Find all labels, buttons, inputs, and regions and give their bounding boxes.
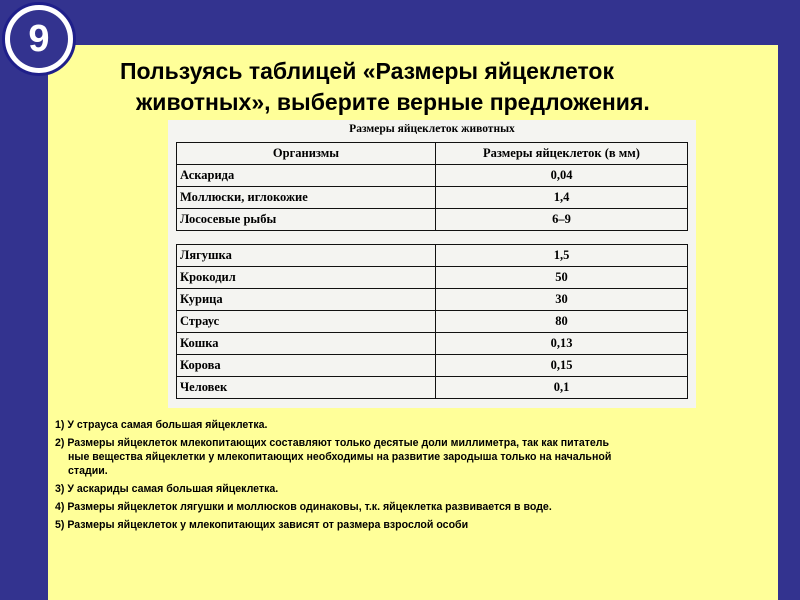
statement-line: 3) У аскариды самая большая яйцеклетка. [55, 483, 279, 495]
statement-line: 4) Размеры яйцеклеток лягушки и моллюсков одинаковы, т.к. яйцеклетка развивается в воде. [55, 501, 552, 513]
statement-line: стадии. [68, 465, 108, 477]
table-row [177, 311, 688, 333]
number-badge [2, 2, 76, 76]
statement-item [55, 418, 775, 432]
table-row [177, 187, 688, 209]
page-title [120, 56, 760, 118]
organism-cell: Человек [177, 377, 436, 399]
statement-item [55, 482, 775, 496]
egg-size-cell: 50 [436, 267, 688, 289]
table-row [177, 267, 688, 289]
egg-size-cell: 6–9 [436, 209, 688, 231]
column-header-organisms: Организмы [177, 143, 436, 165]
egg-size-cell: 1,4 [436, 187, 688, 209]
table-row [177, 165, 688, 187]
egg-size-cell: 0,15 [436, 355, 688, 377]
egg-size-cell: 80 [436, 311, 688, 333]
badge-number: 9 [10, 10, 68, 68]
egg-size-cell: 30 [436, 289, 688, 311]
egg-size-cell: 0,1 [436, 377, 688, 399]
table-caption: Размеры яйцеклеток животных [349, 123, 515, 135]
table-header-row [177, 143, 688, 165]
statements-list [55, 418, 775, 536]
statement-item [55, 500, 775, 514]
table-row [177, 377, 688, 399]
egg-size-cell: 0,13 [436, 333, 688, 355]
table-row [177, 355, 688, 377]
table-group-1 [176, 142, 688, 231]
statement-item [55, 518, 775, 532]
statement-item [55, 436, 775, 478]
organism-cell: Кошка [177, 333, 436, 355]
statement-line: ные вещества яйцеклетки у млекопитающих необходимы на развитие зародыша только на начальной [68, 451, 612, 463]
table-row [177, 245, 688, 267]
table-row [177, 289, 688, 311]
title-line-2: животных», выберите верные предложения. [136, 89, 650, 115]
organism-cell: Страус [177, 311, 436, 333]
organism-cell: Корова [177, 355, 436, 377]
title-line-1: Пользуясь таблицей «Размеры яйцеклеток [120, 58, 614, 84]
organism-cell: Аскарида [177, 165, 436, 187]
egg-size-table [168, 120, 696, 408]
organism-cell: Лососевые рыбы [177, 209, 436, 231]
egg-size-cell: 0,04 [436, 165, 688, 187]
organism-cell: Крокодил [177, 267, 436, 289]
statement-line: 5) Размеры яйцеклеток у млекопитающих зависят от размера взрослой особи [55, 519, 469, 531]
table-row [177, 333, 688, 355]
table-row [177, 209, 688, 231]
organism-cell: Курица [177, 289, 436, 311]
egg-size-cell: 1,5 [436, 245, 688, 267]
organism-cell: Лягушка [177, 245, 436, 267]
table-group-2 [176, 244, 688, 399]
organism-cell: Моллюски, иглокожие [177, 187, 436, 209]
statement-line: 1) У страуса самая большая яйцеклетка. [55, 419, 268, 431]
column-header-size: Размеры яйцеклеток (в мм) [436, 143, 688, 165]
statement-line: 2) Размеры яйцеклеток млекопитающих составляют только десятые доли миллиметра, так как питатель [55, 437, 610, 449]
